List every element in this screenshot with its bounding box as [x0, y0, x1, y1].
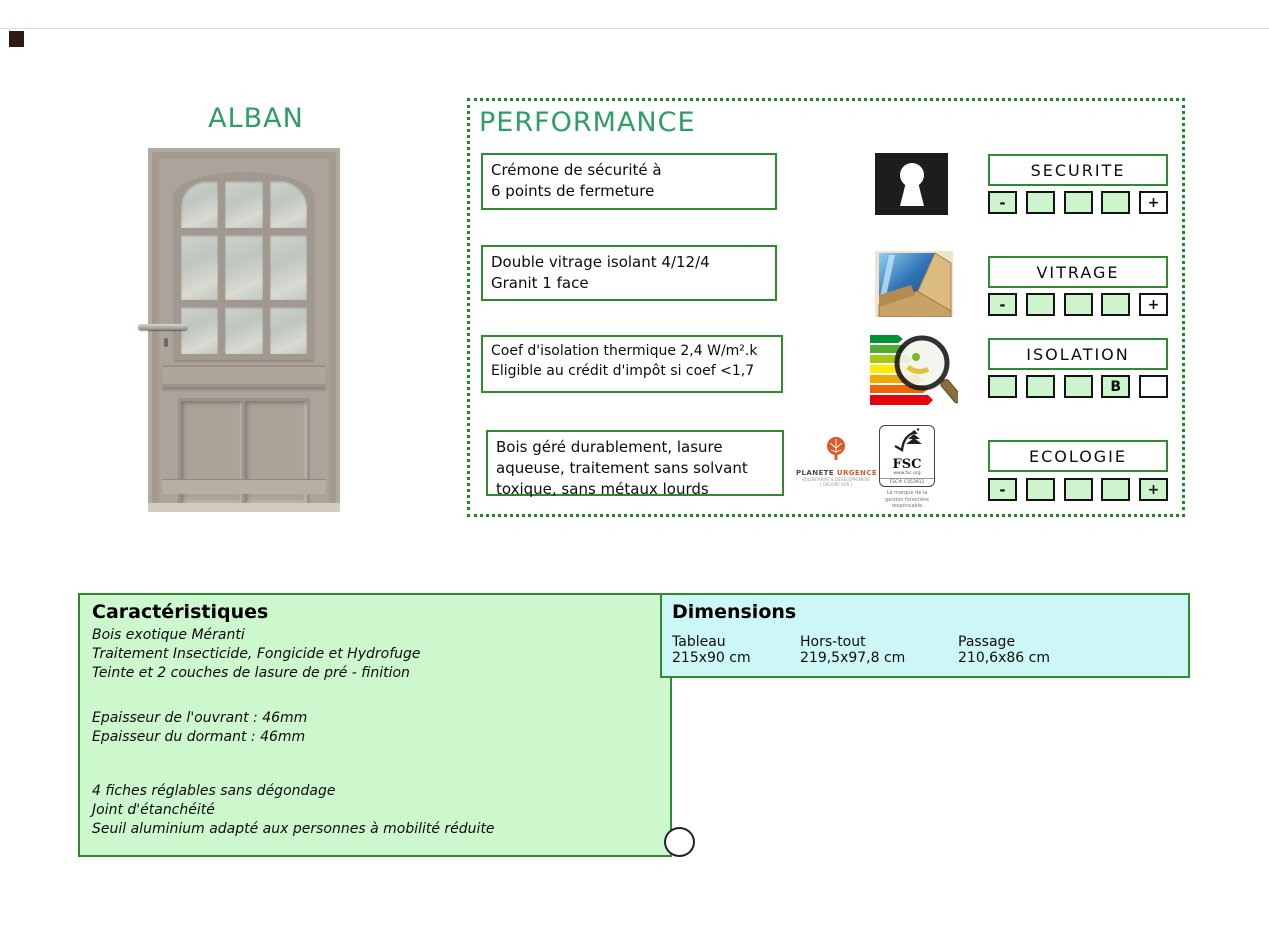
feature-line: Bois géré durablement, lasure: [496, 438, 723, 456]
carac-line: Joint d'étanchéité: [92, 802, 215, 819]
rating-cell: -: [988, 478, 1017, 501]
feature-line: Eligible au crédit d'impôt si coef <1,7: [491, 362, 755, 379]
door-sill: [148, 503, 340, 512]
feature-security-text: [481, 153, 777, 210]
feature-line: Crémone de sécurité à: [491, 161, 662, 179]
glass-pane: [270, 235, 307, 300]
glass-pane: [181, 235, 218, 300]
rating-cell: +: [1139, 478, 1168, 501]
carac-line: Epaisseur du dormant : 46mm: [92, 728, 306, 745]
rating-cell: [1101, 191, 1130, 214]
rating-cell: -: [988, 293, 1017, 316]
rating-cell: +: [1139, 191, 1168, 214]
caracteristiques-title: Caractéristiques: [92, 601, 269, 623]
glass-pane: [270, 307, 307, 354]
rating-cell: [1064, 375, 1093, 398]
planete-urgence-name: PLANETE URGENCE: [796, 469, 878, 477]
glass-pane: [225, 307, 262, 354]
energy-label-icon: [866, 331, 958, 415]
rating-label-ecologie: ECOLOGIE: [988, 440, 1168, 472]
keyhole-icon: [875, 153, 948, 219]
performance-title: PERFORMANCE: [479, 107, 696, 138]
fsc-url: www.fsc.org: [893, 471, 921, 476]
dimension-column-horstout: [800, 634, 958, 666]
feature-line: aqueuse, traitement sans solvant: [496, 459, 748, 477]
spacer: [92, 683, 658, 709]
door-slab: [160, 160, 328, 504]
rating-label-isolation: ISOLATION: [988, 338, 1168, 370]
carac-line: 4 fiches réglables sans dégondage: [92, 783, 336, 800]
carac-line: Traitement Insecticide, Fongicide et Hydrofuge: [92, 645, 421, 662]
rating-cell: B: [1101, 375, 1130, 398]
carac-line: Seuil aluminium adapté aux personnes à mobilité réduite: [92, 821, 495, 838]
rating-label-securite: SECURITE: [988, 154, 1168, 186]
feature-insulation-text: [481, 335, 783, 393]
fsc-caption: La marque de la gestion forestière responsable: [885, 490, 929, 509]
dimensions-table: [672, 634, 1178, 666]
rating-cell: [1101, 478, 1130, 501]
rating-cell: [1026, 293, 1055, 316]
dimensions-title: Dimensions: [672, 601, 797, 623]
door-handle: [138, 324, 188, 330]
feature-line: 6 points de fermeture: [491, 182, 655, 200]
carac-line: Teinte et 2 couches de lasure de pré - finition: [92, 664, 410, 681]
glass-pane: [270, 181, 307, 228]
feature-glazing-text: [481, 245, 777, 301]
feature-line: Double vitrage isolant 4/12/4: [491, 253, 710, 271]
rating-cell: [1064, 478, 1093, 501]
dimension-label: Tableau: [672, 634, 726, 650]
ellipse-marker: [664, 827, 695, 857]
glass-pane: [225, 181, 262, 228]
dimension-value: 219,5x97,8 cm: [800, 650, 906, 666]
rating-scale-isolation: [988, 375, 1168, 398]
feature-line: Coef d'isolation thermique 2,4 W/m².k: [491, 343, 758, 359]
door-threshold: [162, 479, 326, 494]
rating-cell: [1064, 191, 1093, 214]
planete-urgence-subline: ( GROUPE SOS ): [819, 482, 853, 487]
rating-cell: [1064, 293, 1093, 316]
rating-cell: [1101, 293, 1130, 316]
page-top-divider: [0, 28, 1269, 29]
door-glass-grid: [181, 181, 307, 354]
rating-cell: [1139, 375, 1168, 398]
glass-pane: [181, 307, 218, 354]
door-photo: [148, 148, 340, 512]
rating-cell: -: [988, 191, 1017, 214]
feature-ecology-text: [486, 430, 784, 496]
spacer: [92, 746, 658, 782]
glass-pane: [181, 181, 218, 228]
dimension-label: Passage: [958, 634, 1016, 650]
door-keyhole: [164, 338, 168, 347]
fsc-box: [879, 425, 935, 487]
rating-cell: [1026, 375, 1055, 398]
dimension-value: 210,6x86 cm: [958, 650, 1050, 666]
product-title: ALBAN: [208, 103, 304, 134]
rating-scale-securite: [988, 191, 1168, 214]
feature-line: toxique, sans métaux lourds: [496, 480, 709, 498]
fsc-cert-number: FSC® C053912: [880, 478, 934, 485]
rating-cell: [988, 375, 1017, 398]
dimension-value: 215x90 cm: [672, 650, 751, 666]
rating-label-vitrage: VITRAGE: [988, 256, 1168, 288]
planete-urgence-tagline: VOLONTARIAT & DEVELOPPEMENT: [801, 477, 871, 482]
dimension-column-tableau: [672, 634, 800, 666]
dimension-column-passage: [958, 634, 1178, 666]
carac-line: Epaisseur de l'ouvrant : 46mm: [92, 709, 308, 726]
caracteristiques-box: [78, 593, 672, 857]
door-mid-rail: [162, 365, 326, 387]
dimension-label: Hors-tout: [800, 634, 866, 650]
page-corner-mark: [9, 31, 24, 47]
carac-line: Bois exotique Méranti: [92, 627, 245, 643]
double-glazing-icon: [875, 251, 953, 321]
rating-cell: [1026, 191, 1055, 214]
fsc-logo: [879, 425, 935, 510]
rating-cell: +: [1139, 293, 1168, 316]
performance-panel: [467, 98, 1185, 517]
dimensions-box: [660, 593, 1190, 678]
fsc-acronym: FSC: [892, 457, 922, 472]
rating-scale-vitrage: [988, 293, 1168, 316]
rating-cell: [1026, 478, 1055, 501]
planete-urgence-logo: [796, 435, 876, 499]
rating-scale-ecologie: [988, 478, 1168, 501]
glass-pane: [225, 235, 262, 300]
door-glass-section: [174, 172, 314, 360]
feature-line: Granit 1 face: [491, 274, 589, 292]
